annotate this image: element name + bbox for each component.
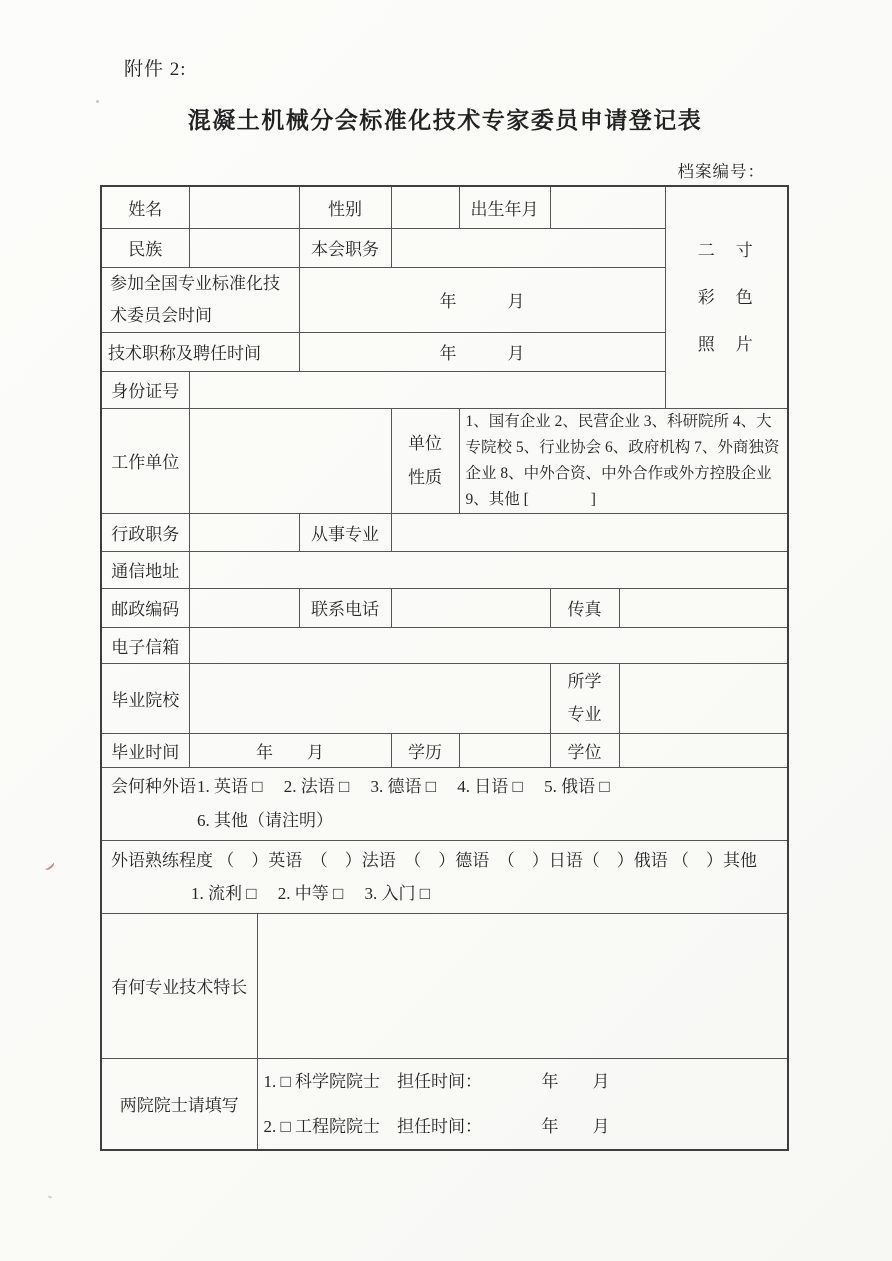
- row-specialty: [101, 913, 788, 1058]
- proficiency-line2: 1. 流利 □ 2. 中等 □ 3. 入门 □: [191, 883, 431, 903]
- label-grad-time: 毕业时间: [101, 733, 189, 767]
- field-title-time-yearmonth: 年 月: [299, 332, 665, 371]
- proficiency-content: [108, 842, 781, 912]
- red-pen-mark: [41, 858, 55, 872]
- label-unit-nature-text: 单位性质: [408, 434, 442, 487]
- field-proficiency: [101, 840, 788, 913]
- field-degree-blank: [619, 733, 788, 767]
- photo-box: [665, 186, 788, 408]
- proficiency-line1: 外语熟练程度 （ ）英语 （ ）法语 （ ）德语 （ ）日语（ ）俄语 （ ）其他: [111, 850, 757, 870]
- label-title-time: 技术职称及聘任时间: [101, 332, 299, 371]
- languages-line1: 1. 英语 □ 2. 法语 □ 3. 德语 □ 4. 日语 □ 5. 俄语 □: [197, 776, 610, 796]
- row-proficiency: [101, 840, 788, 913]
- field-fax-blank: [619, 588, 788, 627]
- row-work-unit: [101, 408, 788, 513]
- label-gender: 性别: [299, 186, 391, 228]
- scan-speck: [48, 1195, 52, 1198]
- field-unit-nature-options: 1、国有企业 2、民营企业 3、科研院所 4、大专院校 5、行业协会 6、政府机构 7、外商独资企业 8、中外合资、中外合作或外方控股企业 9、其他 [ ]: [459, 408, 788, 513]
- label-education: 学历: [391, 733, 459, 767]
- field-grad-time-yearmonth: 年 月: [189, 733, 391, 767]
- label-major: [550, 663, 619, 733]
- field-committee-time-yearmonth: 年 月: [299, 267, 665, 332]
- photo-text-line1: 二 寸: [697, 240, 755, 260]
- field-school-blank: [189, 663, 550, 733]
- field-languages: [101, 767, 788, 840]
- field-address-blank: [189, 551, 788, 588]
- field-work-unit-blank: [189, 408, 391, 513]
- row-postcode-phone-fax: [101, 588, 788, 627]
- field-education-blank: [459, 733, 550, 767]
- field-major-blank: [619, 663, 788, 733]
- row-school-major: [101, 663, 788, 733]
- academician-line2: 2. □ 工程院院士 担任时间： 年 月: [263, 1116, 610, 1136]
- label-address: 通信地址: [101, 551, 189, 588]
- languages-line2: 6. 其他（请注明）: [197, 810, 333, 830]
- row-email: [101, 627, 788, 663]
- row-admin-post: [101, 513, 788, 551]
- label-email: 电子信箱: [101, 627, 189, 663]
- label-languages: 会何种外语: [111, 776, 196, 796]
- label-academician: 两院院士请填写: [101, 1058, 257, 1150]
- field-assoc-post-blank: [391, 228, 665, 267]
- label-committee-time: [101, 267, 299, 332]
- row-academician: [101, 1058, 788, 1150]
- form-title: 混凝土机械分会标准化技术专家委员申请登记表: [187, 108, 703, 133]
- scan-speck: [96, 100, 99, 103]
- row-address: [101, 551, 788, 588]
- attachment-label: 附件 2:: [124, 59, 187, 80]
- label-committee-time-text: 参加全国专业标准化技术委员会时间: [110, 273, 280, 325]
- languages-options: [197, 770, 610, 838]
- field-birth-blank: [550, 186, 665, 228]
- application-form-table: [100, 185, 789, 1151]
- field-profession-blank: [391, 513, 788, 551]
- label-assoc-post: 本会职务: [299, 228, 391, 267]
- field-email-blank: [189, 627, 788, 663]
- label-unit-nature: [391, 408, 459, 513]
- label-degree: 学位: [550, 733, 619, 767]
- field-specialty-blank: [257, 913, 788, 1058]
- label-fax: 传真: [550, 588, 619, 627]
- label-work-unit: 工作单位: [101, 408, 189, 513]
- label-ethnicity: 民族: [101, 228, 189, 267]
- label-school: 毕业院校: [101, 663, 189, 733]
- row-name-gender-birth: [101, 186, 788, 228]
- photo-text-line3: 照 片: [697, 334, 755, 354]
- field-ethnicity-blank: [189, 228, 299, 267]
- label-admin-post: 行政职务: [101, 513, 189, 551]
- field-id-number-blank: [189, 371, 665, 408]
- label-name: 姓名: [101, 186, 189, 228]
- row-graduation: [101, 733, 788, 767]
- label-phone: 联系电话: [299, 588, 391, 627]
- label-major-text: 所学专业: [567, 671, 602, 724]
- field-name-blank: [189, 186, 299, 228]
- photo-text-line2: 彩 色: [697, 287, 755, 307]
- label-birth: 出生年月: [459, 186, 550, 228]
- archive-number-label: 档案编号：: [677, 162, 765, 181]
- field-admin-post-blank: [189, 513, 299, 551]
- field-postcode-blank: [189, 588, 299, 627]
- label-postcode: 邮政编码: [101, 588, 189, 627]
- field-academician: [257, 1058, 788, 1150]
- field-phone-blank: [391, 588, 550, 627]
- label-specialty: 有何专业技术特长: [101, 913, 257, 1058]
- row-languages: [101, 767, 788, 840]
- label-profession: 从事专业: [299, 513, 391, 551]
- languages-content: [108, 768, 781, 840]
- field-gender-blank: [391, 186, 459, 228]
- label-id-number: 身份证号: [101, 371, 189, 408]
- academician-line1: 1. □ 科学院院士 担任时间： 年 月: [263, 1071, 610, 1091]
